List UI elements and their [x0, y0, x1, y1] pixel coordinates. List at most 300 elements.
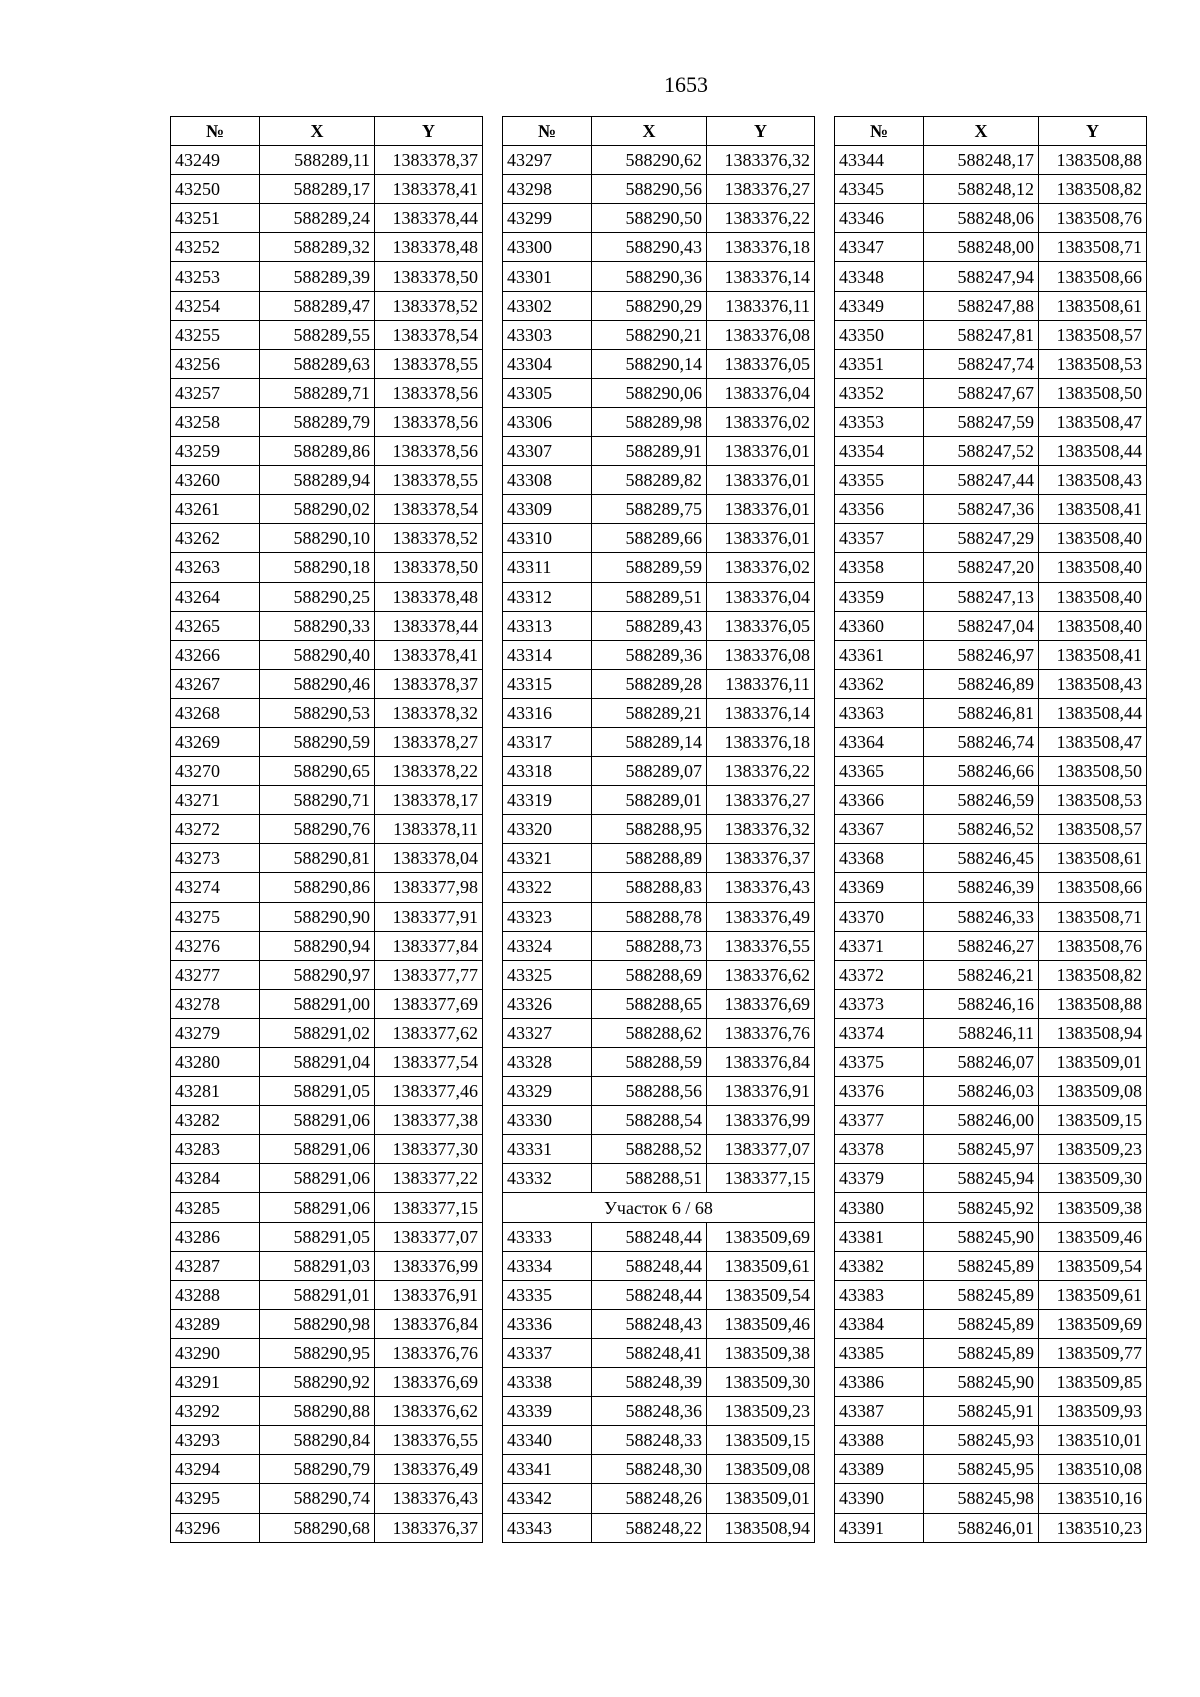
x-coordinate-cell: 588291,05: [260, 1222, 375, 1251]
table-row: [503, 1455, 815, 1484]
point-number-cell: 43310: [503, 524, 592, 553]
x-coordinate-cell: 588289,24: [260, 204, 375, 233]
y-coordinate-cell: 1383378,55: [375, 349, 483, 378]
table-row: [503, 553, 815, 582]
y-coordinate-cell: 1383376,49: [375, 1455, 483, 1484]
table-row: [171, 320, 483, 349]
point-number-cell: 43341: [503, 1455, 592, 1484]
x-coordinate-cell: 588247,29: [924, 524, 1039, 553]
table-row: [835, 669, 1147, 698]
x-coordinate-cell: 588290,46: [260, 669, 375, 698]
x-coordinate-cell: 588246,97: [924, 640, 1039, 669]
y-coordinate-cell: 1383377,69: [375, 989, 483, 1018]
table-row: [171, 175, 483, 204]
column-header-number: №: [835, 117, 924, 146]
y-coordinate-cell: 1383377,15: [375, 1193, 483, 1222]
table-row: [503, 1135, 815, 1164]
x-coordinate-cell: 588290,86: [260, 873, 375, 902]
table-row: [171, 524, 483, 553]
point-number-cell: 43303: [503, 320, 592, 349]
point-number-cell: 43335: [503, 1280, 592, 1309]
point-number-cell: 43354: [835, 437, 924, 466]
table-row: [171, 582, 483, 611]
point-number-cell: 43339: [503, 1397, 592, 1426]
table-row: [171, 844, 483, 873]
table-row: [835, 146, 1147, 175]
table-row: [171, 378, 483, 407]
x-coordinate-cell: 588290,43: [592, 233, 707, 262]
table-row: [171, 1077, 483, 1106]
y-coordinate-cell: 1383376,37: [707, 844, 815, 873]
point-number-cell: 43250: [171, 175, 260, 204]
x-coordinate-cell: 588246,01: [924, 1513, 1039, 1542]
table-row: [835, 902, 1147, 931]
x-coordinate-cell: 588289,98: [592, 407, 707, 436]
y-coordinate-cell: 1383376,27: [707, 175, 815, 204]
table-row: [171, 1135, 483, 1164]
y-coordinate-cell: 1383508,76: [1039, 931, 1147, 960]
y-coordinate-cell: 1383509,61: [707, 1251, 815, 1280]
y-coordinate-cell: 1383509,69: [707, 1222, 815, 1251]
y-coordinate-cell: 1383378,04: [375, 844, 483, 873]
y-coordinate-cell: 1383376,18: [707, 233, 815, 262]
x-coordinate-cell: 588246,07: [924, 1048, 1039, 1077]
table-header-row: [835, 117, 1147, 146]
point-number-cell: 43345: [835, 175, 924, 204]
table-row: [503, 437, 815, 466]
table-row: [835, 1164, 1147, 1193]
x-coordinate-cell: 588246,39: [924, 873, 1039, 902]
y-coordinate-cell: 1383378,44: [375, 611, 483, 640]
point-number-cell: 43292: [171, 1397, 260, 1426]
point-number-cell: 43284: [171, 1164, 260, 1193]
point-number-cell: 43283: [171, 1135, 260, 1164]
table-row: [503, 1309, 815, 1338]
table-row: [503, 815, 815, 844]
y-coordinate-cell: 1383509,15: [707, 1426, 815, 1455]
table-row: [171, 466, 483, 495]
point-number-cell: 43301: [503, 262, 592, 291]
x-coordinate-cell: 588289,21: [592, 698, 707, 727]
y-coordinate-cell: 1383376,11: [707, 669, 815, 698]
section-label: Участок 6 / 68: [503, 1193, 815, 1222]
y-coordinate-cell: 1383378,44: [375, 204, 483, 233]
x-coordinate-cell: 588290,94: [260, 931, 375, 960]
point-number-cell: 43326: [503, 989, 592, 1018]
point-number-cell: 43315: [503, 669, 592, 698]
y-coordinate-cell: 1383509,30: [707, 1368, 815, 1397]
x-coordinate-cell: 588289,66: [592, 524, 707, 553]
point-number-cell: 43286: [171, 1222, 260, 1251]
point-number-cell: 43370: [835, 902, 924, 931]
point-number-cell: 43367: [835, 815, 924, 844]
y-coordinate-cell: 1383510,08: [1039, 1455, 1147, 1484]
point-number-cell: 43327: [503, 1018, 592, 1047]
table-row: [171, 1048, 483, 1077]
section-row: [503, 1193, 815, 1222]
table-row: [171, 1018, 483, 1047]
table-row: [503, 1106, 815, 1135]
x-coordinate-cell: 588290,98: [260, 1309, 375, 1338]
x-coordinate-cell: 588290,88: [260, 1397, 375, 1426]
table-row: [171, 1251, 483, 1280]
table-row: [835, 640, 1147, 669]
point-number-cell: 43275: [171, 902, 260, 931]
x-coordinate-cell: 588289,39: [260, 262, 375, 291]
table-row: [503, 1484, 815, 1513]
point-number-cell: 43317: [503, 727, 592, 756]
table-row: [171, 873, 483, 902]
table-row: [835, 1222, 1147, 1251]
y-coordinate-cell: 1383509,01: [1039, 1048, 1147, 1077]
y-coordinate-cell: 1383378,41: [375, 175, 483, 204]
x-coordinate-cell: 588247,81: [924, 320, 1039, 349]
y-coordinate-cell: 1383509,69: [1039, 1309, 1147, 1338]
table-row: [835, 1368, 1147, 1397]
x-coordinate-cell: 588246,16: [924, 989, 1039, 1018]
point-number-cell: 43295: [171, 1484, 260, 1513]
table-row: [835, 698, 1147, 727]
y-coordinate-cell: 1383508,61: [1039, 291, 1147, 320]
point-number-cell: 43270: [171, 757, 260, 786]
y-coordinate-cell: 1383376,14: [707, 262, 815, 291]
point-number-cell: 43348: [835, 262, 924, 291]
x-coordinate-cell: 588247,20: [924, 553, 1039, 582]
y-coordinate-cell: 1383508,40: [1039, 582, 1147, 611]
point-number-cell: 43279: [171, 1018, 260, 1047]
x-coordinate-cell: 588289,91: [592, 437, 707, 466]
y-coordinate-cell: 1383376,37: [375, 1513, 483, 1542]
y-coordinate-cell: 1383376,01: [707, 524, 815, 553]
table-row: [835, 378, 1147, 407]
table-row: [171, 1397, 483, 1426]
table-row: [171, 1338, 483, 1367]
table-row: [171, 291, 483, 320]
y-coordinate-cell: 1383377,98: [375, 873, 483, 902]
column-header-x: X: [924, 117, 1039, 146]
x-coordinate-cell: 588245,90: [924, 1222, 1039, 1251]
y-coordinate-cell: 1383376,02: [707, 407, 815, 436]
y-coordinate-cell: 1383509,23: [1039, 1135, 1147, 1164]
table-row: [503, 466, 815, 495]
y-coordinate-cell: 1383376,04: [707, 582, 815, 611]
x-coordinate-cell: 588289,86: [260, 437, 375, 466]
table-row: [835, 175, 1147, 204]
x-coordinate-cell: 588290,68: [260, 1513, 375, 1542]
table-row: [503, 146, 815, 175]
x-coordinate-cell: 588289,32: [260, 233, 375, 262]
point-number-cell: 43294: [171, 1455, 260, 1484]
y-coordinate-cell: 1383377,62: [375, 1018, 483, 1047]
table-row: [171, 204, 483, 233]
table-row: [503, 611, 815, 640]
y-coordinate-cell: 1383378,48: [375, 582, 483, 611]
table-row: [835, 960, 1147, 989]
table-row: [835, 553, 1147, 582]
table-row: [503, 349, 815, 378]
y-coordinate-cell: 1383378,37: [375, 669, 483, 698]
point-number-cell: 43304: [503, 349, 592, 378]
point-number-cell: 43282: [171, 1106, 260, 1135]
x-coordinate-cell: 588290,84: [260, 1426, 375, 1455]
x-coordinate-cell: 588245,89: [924, 1280, 1039, 1309]
table-row: [503, 960, 815, 989]
y-coordinate-cell: 1383376,08: [707, 320, 815, 349]
point-number-cell: 43263: [171, 553, 260, 582]
y-coordinate-cell: 1383510,01: [1039, 1426, 1147, 1455]
table-row: [503, 233, 815, 262]
y-coordinate-cell: 1383376,11: [707, 291, 815, 320]
x-coordinate-cell: 588247,88: [924, 291, 1039, 320]
x-coordinate-cell: 588246,52: [924, 815, 1039, 844]
y-coordinate-cell: 1383376,91: [375, 1280, 483, 1309]
x-coordinate-cell: 588288,54: [592, 1106, 707, 1135]
x-coordinate-cell: 588245,95: [924, 1455, 1039, 1484]
table-row: [171, 611, 483, 640]
x-coordinate-cell: 588289,36: [592, 640, 707, 669]
table-row: [503, 320, 815, 349]
point-number-cell: 43329: [503, 1077, 592, 1106]
point-number-cell: 43366: [835, 786, 924, 815]
x-coordinate-cell: 588248,41: [592, 1338, 707, 1367]
table-row: [503, 1338, 815, 1367]
y-coordinate-cell: 1383508,40: [1039, 553, 1147, 582]
column-header-x: X: [260, 117, 375, 146]
y-coordinate-cell: 1383508,43: [1039, 466, 1147, 495]
y-coordinate-cell: 1383508,44: [1039, 437, 1147, 466]
table-row: [503, 1222, 815, 1251]
table-row: [835, 1135, 1147, 1164]
table-row: [503, 902, 815, 931]
table-row: [171, 902, 483, 931]
x-coordinate-cell: 588289,17: [260, 175, 375, 204]
y-coordinate-cell: 1383377,54: [375, 1048, 483, 1077]
point-number-cell: 43271: [171, 786, 260, 815]
table-row: [835, 1077, 1147, 1106]
point-number-cell: 43312: [503, 582, 592, 611]
table-row: [171, 786, 483, 815]
point-number-cell: 43285: [171, 1193, 260, 1222]
point-number-cell: 43253: [171, 262, 260, 291]
point-number-cell: 43381: [835, 1222, 924, 1251]
x-coordinate-cell: 588248,17: [924, 146, 1039, 175]
x-coordinate-cell: 588248,30: [592, 1455, 707, 1484]
x-coordinate-cell: 588290,02: [260, 495, 375, 524]
x-coordinate-cell: 588290,33: [260, 611, 375, 640]
x-coordinate-cell: 588246,00: [924, 1106, 1039, 1135]
y-coordinate-cell: 1383376,49: [707, 902, 815, 931]
y-coordinate-cell: 1383509,08: [707, 1455, 815, 1484]
table-row: [503, 378, 815, 407]
table-row: [503, 786, 815, 815]
y-coordinate-cell: 1383508,53: [1039, 349, 1147, 378]
x-coordinate-cell: 588289,75: [592, 495, 707, 524]
y-coordinate-cell: 1383376,18: [707, 727, 815, 756]
x-coordinate-cell: 588248,33: [592, 1426, 707, 1455]
coordinates-table-3: [834, 116, 1147, 1543]
x-coordinate-cell: 588246,74: [924, 727, 1039, 756]
x-coordinate-cell: 588289,94: [260, 466, 375, 495]
table-row: [171, 1280, 483, 1309]
point-number-cell: 43257: [171, 378, 260, 407]
y-coordinate-cell: 1383377,15: [707, 1164, 815, 1193]
table-row: [835, 233, 1147, 262]
point-number-cell: 43358: [835, 553, 924, 582]
x-coordinate-cell: 588288,69: [592, 960, 707, 989]
x-coordinate-cell: 588288,52: [592, 1135, 707, 1164]
x-coordinate-cell: 588247,13: [924, 582, 1039, 611]
point-number-cell: 43281: [171, 1077, 260, 1106]
y-coordinate-cell: 1383377,84: [375, 931, 483, 960]
table-row: [503, 407, 815, 436]
x-coordinate-cell: 588290,97: [260, 960, 375, 989]
x-coordinate-cell: 588290,62: [592, 146, 707, 175]
table-row: [835, 524, 1147, 553]
x-coordinate-cell: 588291,03: [260, 1251, 375, 1280]
x-coordinate-cell: 588246,21: [924, 960, 1039, 989]
column-header-number: №: [171, 117, 260, 146]
table-row: [503, 669, 815, 698]
y-coordinate-cell: 1383508,53: [1039, 786, 1147, 815]
point-number-cell: 43386: [835, 1368, 924, 1397]
x-coordinate-cell: 588290,29: [592, 291, 707, 320]
table-row: [835, 1280, 1147, 1309]
y-coordinate-cell: 1383509,77: [1039, 1338, 1147, 1367]
point-number-cell: 43356: [835, 495, 924, 524]
point-number-cell: 43259: [171, 437, 260, 466]
y-coordinate-cell: 1383509,46: [1039, 1222, 1147, 1251]
column-header-y: Y: [375, 117, 483, 146]
point-number-cell: 43261: [171, 495, 260, 524]
x-coordinate-cell: 588245,92: [924, 1193, 1039, 1222]
x-coordinate-cell: 588289,82: [592, 466, 707, 495]
point-number-cell: 43262: [171, 524, 260, 553]
point-number-cell: 43287: [171, 1251, 260, 1280]
point-number-cell: 43269: [171, 727, 260, 756]
point-number-cell: 43272: [171, 815, 260, 844]
x-coordinate-cell: 588288,65: [592, 989, 707, 1018]
coordinates-table-2: [502, 116, 815, 1543]
y-coordinate-cell: 1383376,22: [707, 204, 815, 233]
table-row: [835, 495, 1147, 524]
y-coordinate-cell: 1383376,76: [707, 1018, 815, 1047]
y-coordinate-cell: 1383378,55: [375, 466, 483, 495]
table-row: [503, 1426, 815, 1455]
y-coordinate-cell: 1383376,84: [707, 1048, 815, 1077]
table-row: [835, 407, 1147, 436]
x-coordinate-cell: 588245,89: [924, 1338, 1039, 1367]
x-coordinate-cell: 588247,94: [924, 262, 1039, 291]
y-coordinate-cell: 1383510,16: [1039, 1484, 1147, 1513]
table-row: [835, 1397, 1147, 1426]
x-coordinate-cell: 588289,71: [260, 378, 375, 407]
table-row: [835, 815, 1147, 844]
table-row: [503, 1513, 815, 1542]
x-coordinate-cell: 588248,44: [592, 1222, 707, 1251]
x-coordinate-cell: 588246,59: [924, 786, 1039, 815]
y-coordinate-cell: 1383509,15: [1039, 1106, 1147, 1135]
point-number-cell: 43305: [503, 378, 592, 407]
x-coordinate-cell: 588246,81: [924, 698, 1039, 727]
x-coordinate-cell: 588247,74: [924, 349, 1039, 378]
x-coordinate-cell: 588290,59: [260, 727, 375, 756]
point-number-cell: 43340: [503, 1426, 592, 1455]
y-coordinate-cell: 1383377,22: [375, 1164, 483, 1193]
point-number-cell: 43333: [503, 1222, 592, 1251]
y-coordinate-cell: 1383376,32: [707, 815, 815, 844]
x-coordinate-cell: 588289,59: [592, 553, 707, 582]
table-row: [171, 727, 483, 756]
table-row: [171, 960, 483, 989]
point-number-cell: 43313: [503, 611, 592, 640]
x-coordinate-cell: 588290,76: [260, 815, 375, 844]
y-coordinate-cell: 1383508,50: [1039, 757, 1147, 786]
point-number-cell: 43280: [171, 1048, 260, 1077]
y-coordinate-cell: 1383377,91: [375, 902, 483, 931]
y-coordinate-cell: 1383376,27: [707, 786, 815, 815]
point-number-cell: 43390: [835, 1484, 924, 1513]
table-row: [835, 1018, 1147, 1047]
table-row: [503, 1018, 815, 1047]
point-number-cell: 43268: [171, 698, 260, 727]
x-coordinate-cell: 588247,67: [924, 378, 1039, 407]
y-coordinate-cell: 1383376,01: [707, 495, 815, 524]
y-coordinate-cell: 1383376,99: [375, 1251, 483, 1280]
x-coordinate-cell: 588291,06: [260, 1106, 375, 1135]
y-coordinate-cell: 1383377,07: [707, 1135, 815, 1164]
table-row: [503, 1048, 815, 1077]
y-coordinate-cell: 1383508,61: [1039, 844, 1147, 873]
point-number-cell: 43325: [503, 960, 592, 989]
x-coordinate-cell: 588290,25: [260, 582, 375, 611]
y-coordinate-cell: 1383376,14: [707, 698, 815, 727]
x-coordinate-cell: 588290,50: [592, 204, 707, 233]
y-coordinate-cell: 1383508,82: [1039, 960, 1147, 989]
y-coordinate-cell: 1383378,50: [375, 262, 483, 291]
point-number-cell: 43347: [835, 233, 924, 262]
y-coordinate-cell: 1383376,32: [707, 146, 815, 175]
x-coordinate-cell: 588290,14: [592, 349, 707, 378]
table-row: [171, 669, 483, 698]
point-number-cell: 43290: [171, 1338, 260, 1367]
y-coordinate-cell: 1383376,05: [707, 349, 815, 378]
y-coordinate-cell: 1383508,57: [1039, 815, 1147, 844]
x-coordinate-cell: 588246,03: [924, 1077, 1039, 1106]
table-row: [171, 1106, 483, 1135]
x-coordinate-cell: 588245,89: [924, 1251, 1039, 1280]
x-coordinate-cell: 588247,44: [924, 466, 1039, 495]
point-number-cell: 43251: [171, 204, 260, 233]
table-row: [835, 1106, 1147, 1135]
point-number-cell: 43363: [835, 698, 924, 727]
point-number-cell: 43309: [503, 495, 592, 524]
x-coordinate-cell: 588289,07: [592, 757, 707, 786]
point-number-cell: 43311: [503, 553, 592, 582]
point-number-cell: 43300: [503, 233, 592, 262]
y-coordinate-cell: 1383378,11: [375, 815, 483, 844]
y-coordinate-cell: 1383508,47: [1039, 727, 1147, 756]
point-number-cell: 43266: [171, 640, 260, 669]
point-number-cell: 43293: [171, 1426, 260, 1455]
table-row: [503, 873, 815, 902]
x-coordinate-cell: 588291,01: [260, 1280, 375, 1309]
point-number-cell: 43316: [503, 698, 592, 727]
point-number-cell: 43342: [503, 1484, 592, 1513]
y-coordinate-cell: 1383378,56: [375, 437, 483, 466]
x-coordinate-cell: 588248,26: [592, 1484, 707, 1513]
point-number-cell: 43346: [835, 204, 924, 233]
table-row: [503, 1164, 815, 1193]
